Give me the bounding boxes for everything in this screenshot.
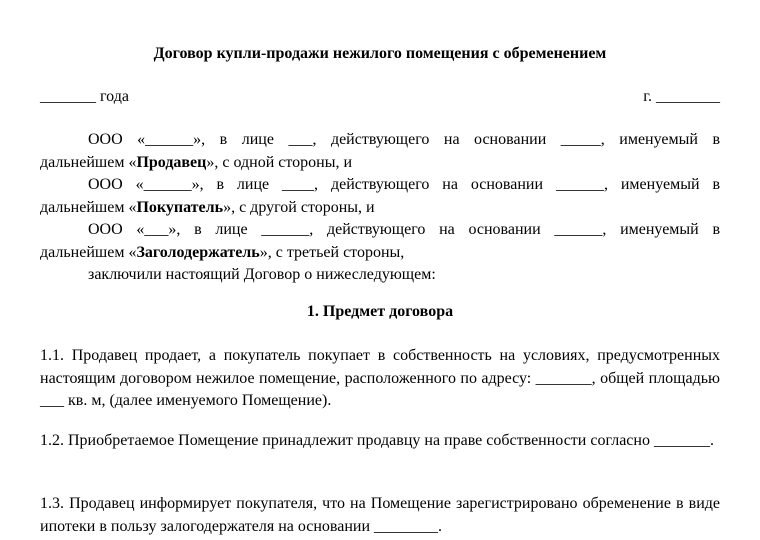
party-pledgee-line1: ООО «___», в лице ______, действующего на основании ______, именуемый в <box>88 221 720 238</box>
document-title: Договор купли-продажи нежилого помещения с обременением <box>153 45 607 62</box>
party-seller-line2: дальнейшем «Продавец», с одной стороны, и <box>40 153 353 171</box>
party-buyer-line1: ООО «______», в лице ____, действующего на основании ______, именуемый в <box>88 176 720 193</box>
contract-city: г. ________ <box>643 88 720 105</box>
clause-1-1: 1.1. Продавец продает, а покупатель покупает в собственность на условиях, предусмотренных настоящим договором нежилое помещение, расположенного по адресу: _______, общей площадью ___ кв. м, (далее именуемого Помещение). <box>40 347 720 409</box>
party-buyer-line2: дальнейшем «Покупатель», с другой стороны, и <box>40 198 375 216</box>
parties-block <box>40 129 720 287</box>
party-pledgee-line2: дальнейшем «Заголодержатель», с третьей стороны, <box>40 243 405 261</box>
clause-1-2: 1.2. Приобретаемое Помещение принадлежит продавцу на праве собственности согласно _______. <box>40 432 714 449</box>
contract-date: _______ года <box>40 88 129 105</box>
pledgee-role: Заголодержатель <box>136 243 260 261</box>
concluded-line: заключили настоящий Договор о нижеследующем: <box>88 266 436 283</box>
section-heading: 1. Предмет договора <box>306 303 454 320</box>
seller-role: Продавец <box>136 153 207 171</box>
party-seller-line1: ООО «______», в лице ___, действующего на основании _____, именуемый в <box>88 131 720 148</box>
clause-1-3: 1.3. Продавец информирует покупателя, что на Помещение зарегистрировано обременение в виде ипотеки в пользу залогодержателя на основании ________. <box>40 495 720 535</box>
buyer-role: Покупатель <box>136 198 224 216</box>
